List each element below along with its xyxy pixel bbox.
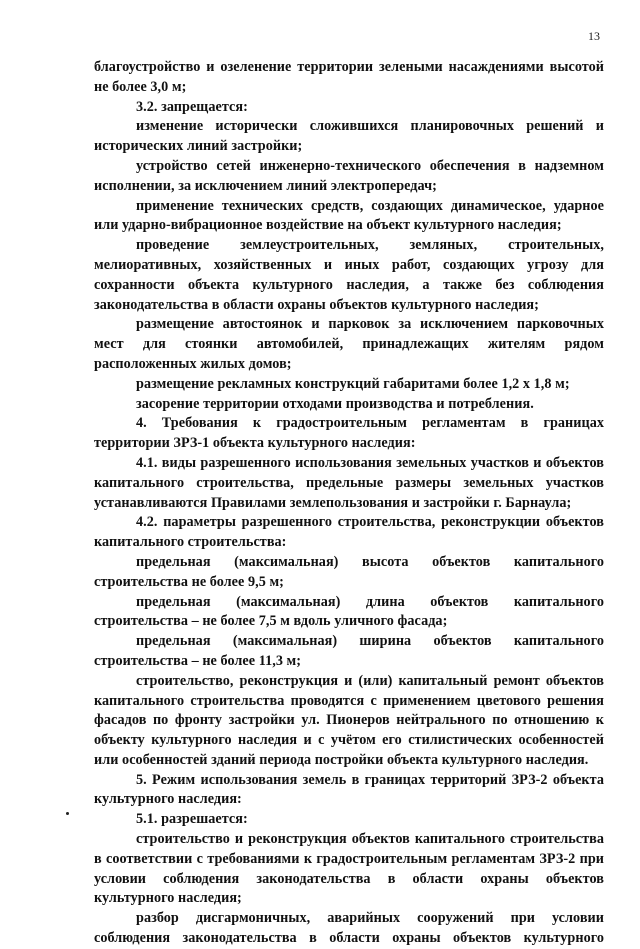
paragraph: 3.2. запрещается: — [136, 98, 248, 115]
paragraph: предельная (максимальная) ширина объектов капитального строительства – не более 11,3 м; — [94, 633, 604, 669]
page-number: 13 — [588, 29, 600, 43]
paragraph: 5.1. разрешается: — [136, 811, 248, 828]
paragraph: 4.1. виды разрешенного использования земельных участков и объектов капитального строительства, предельные размеры земельных участков устанавливаются Правилами землепользования и застройки г. Барнаула; — [94, 454, 604, 511]
margin-mark — [66, 812, 69, 815]
paragraph: предельная (максимальная) длина объектов капитального строительства – не более 7,5 м вдоль уличного фасада; — [94, 593, 604, 630]
paragraph: размещение рекламных конструкций габаритами более 1,2 х 1,8 м; — [136, 375, 570, 392]
paragraph: засорение территории отходами производства и потребления. — [136, 395, 534, 412]
paragraph: строительство и реконструкция объектов капитального строительства в соответствии с требованиями к градостроительным регламентам ЗРЗ-2 при условии соблюдения законодательства в области охраны объектов культурного наследия; — [94, 831, 604, 907]
paragraph: строительство, реконструкция и (или) капитальный ремонт объектов капитального строительства проводятся с применением цветового решения фасадов по фронту застройки ул. Пионеров нейтрального по отношению к объекту культурного наследия и с учётом его стилистических особенностей или особенностей зданий периода постройки объекта культурного наследия. — [94, 672, 604, 768]
paragraph: 4.2. параметры разрешенного строительства, реконструкции объектов капитального строительства: — [94, 514, 604, 551]
paragraph: устройство сетей инженерно-технического обеспечения в надземном исполнении, за исключением линий электропередач; — [94, 157, 604, 194]
paragraph: проведение землеустроительных, земляных, строительных, мелиоративных, хозяйственных и иных работ, создающих угрозу для сохранности объекта культурного наследия, а также без соблюдения законодательства в области охраны объектов культурного наследия; — [94, 237, 604, 313]
paragraph: 4. Требования к градостроительным регламентам в границах территории ЗРЗ-1 объекта культурного наследия: — [94, 415, 604, 452]
paragraph: предельная (максимальная) высота объектов капитального строительства не более 9,5 м; — [94, 553, 604, 590]
paragraph: изменение исторически сложившихся планировочных решений и исторических линий застройки; — [94, 118, 604, 155]
paragraph: разбор дисгармоничных, аварийных сооружений при условии соблюдения законодательства в области охраны объектов культурного — [94, 910, 604, 947]
paragraph: размещение автостоянок и парковок за исключением парковочных мест для стоянки автомобилей, принадлежащих жителям рядом расположенных жилых домов; — [94, 316, 604, 372]
paragraph: благоустройство и озеленение территории зелеными насаждениями высотой не более 3,0 м; — [94, 59, 604, 95]
paragraph: применение технических средств, создающих динамическое, ударное или ударно-вибрационное воздействие на объект культурного наследия; — [94, 197, 604, 234]
paragraph: 5. Режим использования земель в границах территорий ЗРЗ-2 объекта культурного наследия: — [94, 771, 604, 808]
document-body — [94, 58, 604, 949]
